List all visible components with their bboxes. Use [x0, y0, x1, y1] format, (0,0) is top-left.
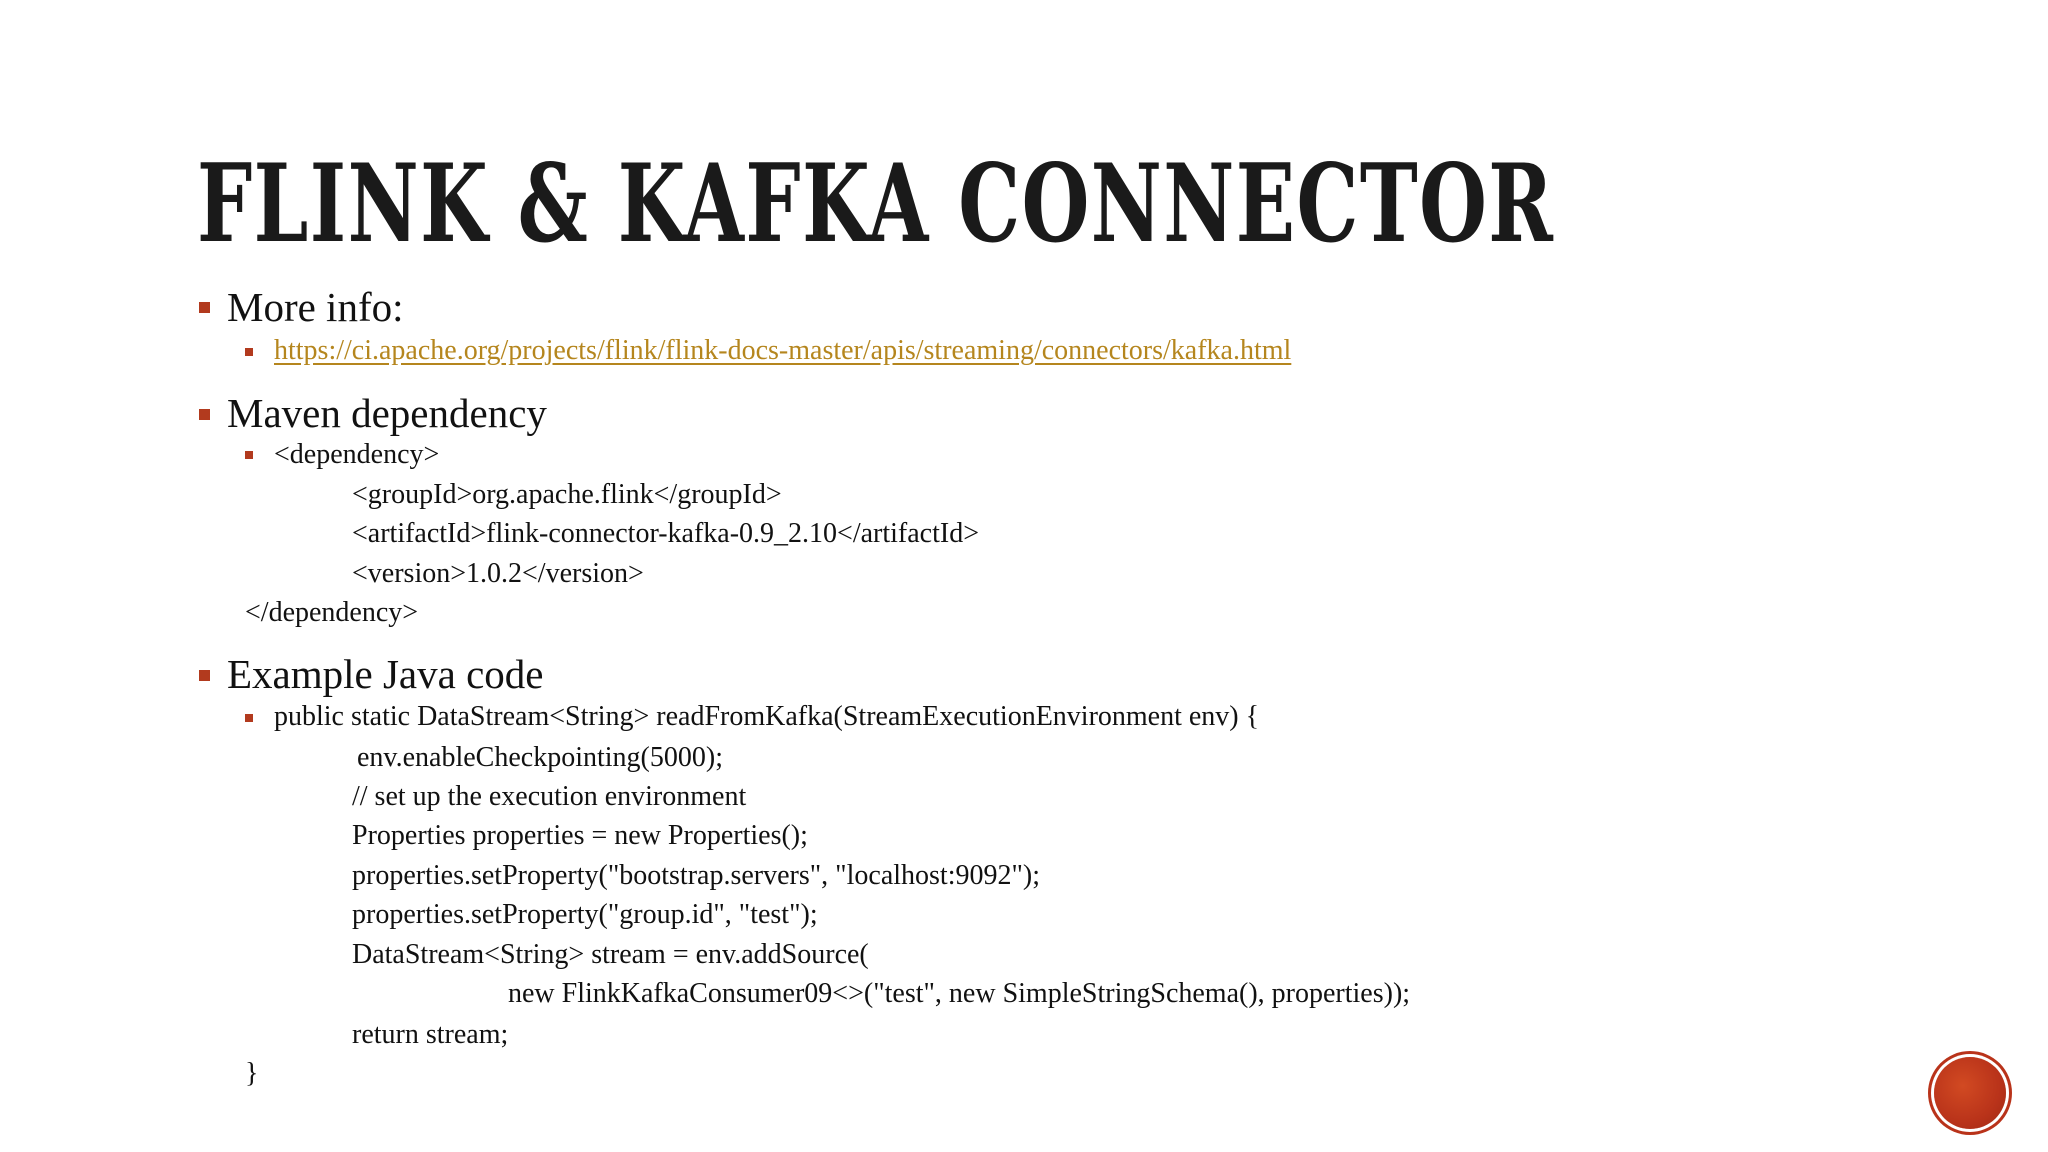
- bullet-square-icon: [245, 348, 253, 356]
- java-line: DataStream<String> stream = env.addSource(: [352, 939, 869, 970]
- maven-line: </dependency>: [245, 597, 419, 628]
- kafka-docs-link[interactable]: https://ci.apache.org/projects/flink/flink-docs-master/apis/streaming/connectors/kafka.html: [274, 335, 1292, 366]
- java-line: public static DataStream<String> readFromKafka(StreamExecutionEnvironment env) {: [274, 701, 1260, 732]
- java-line: }: [245, 1058, 259, 1089]
- section-heading-java: Example Java code: [227, 651, 544, 697]
- java-line: new FlinkKafkaConsumer09<>("test", new SimpleStringSchema(), properties));: [508, 978, 1411, 1009]
- slide-title: FLINK & KAFKA CONNECTOR: [197, 141, 1555, 267]
- section-heading-maven: Maven dependency: [227, 390, 547, 436]
- java-line: properties.setProperty("group.id", "test");: [352, 899, 818, 930]
- bullet-square-icon: [199, 670, 210, 681]
- java-line: env.enableCheckpointing(5000);: [357, 742, 723, 773]
- section-heading-more-info: More info:: [227, 284, 404, 330]
- bullet-square-icon: [199, 409, 210, 420]
- maven-line: <groupId>org.apache.flink</groupId>: [352, 479, 782, 510]
- java-line: // set up the execution environment: [352, 781, 747, 812]
- slide-nav-circle-icon[interactable]: [1934, 1057, 2006, 1129]
- bullet-square-icon: [199, 302, 210, 313]
- maven-line: <dependency>: [274, 439, 440, 470]
- bullet-square-icon: [245, 451, 253, 459]
- java-line: return stream;: [352, 1019, 509, 1050]
- java-line: properties.setProperty("bootstrap.servers", "localhost:9092");: [352, 860, 1041, 891]
- maven-line: <artifactId>flink-connector-kafka-0.9_2.10</artifactId>: [352, 518, 979, 549]
- bullet-square-icon: [245, 714, 253, 722]
- maven-line: <version>1.0.2</version>: [352, 558, 644, 589]
- java-line: Properties properties = new Properties();: [352, 820, 808, 851]
